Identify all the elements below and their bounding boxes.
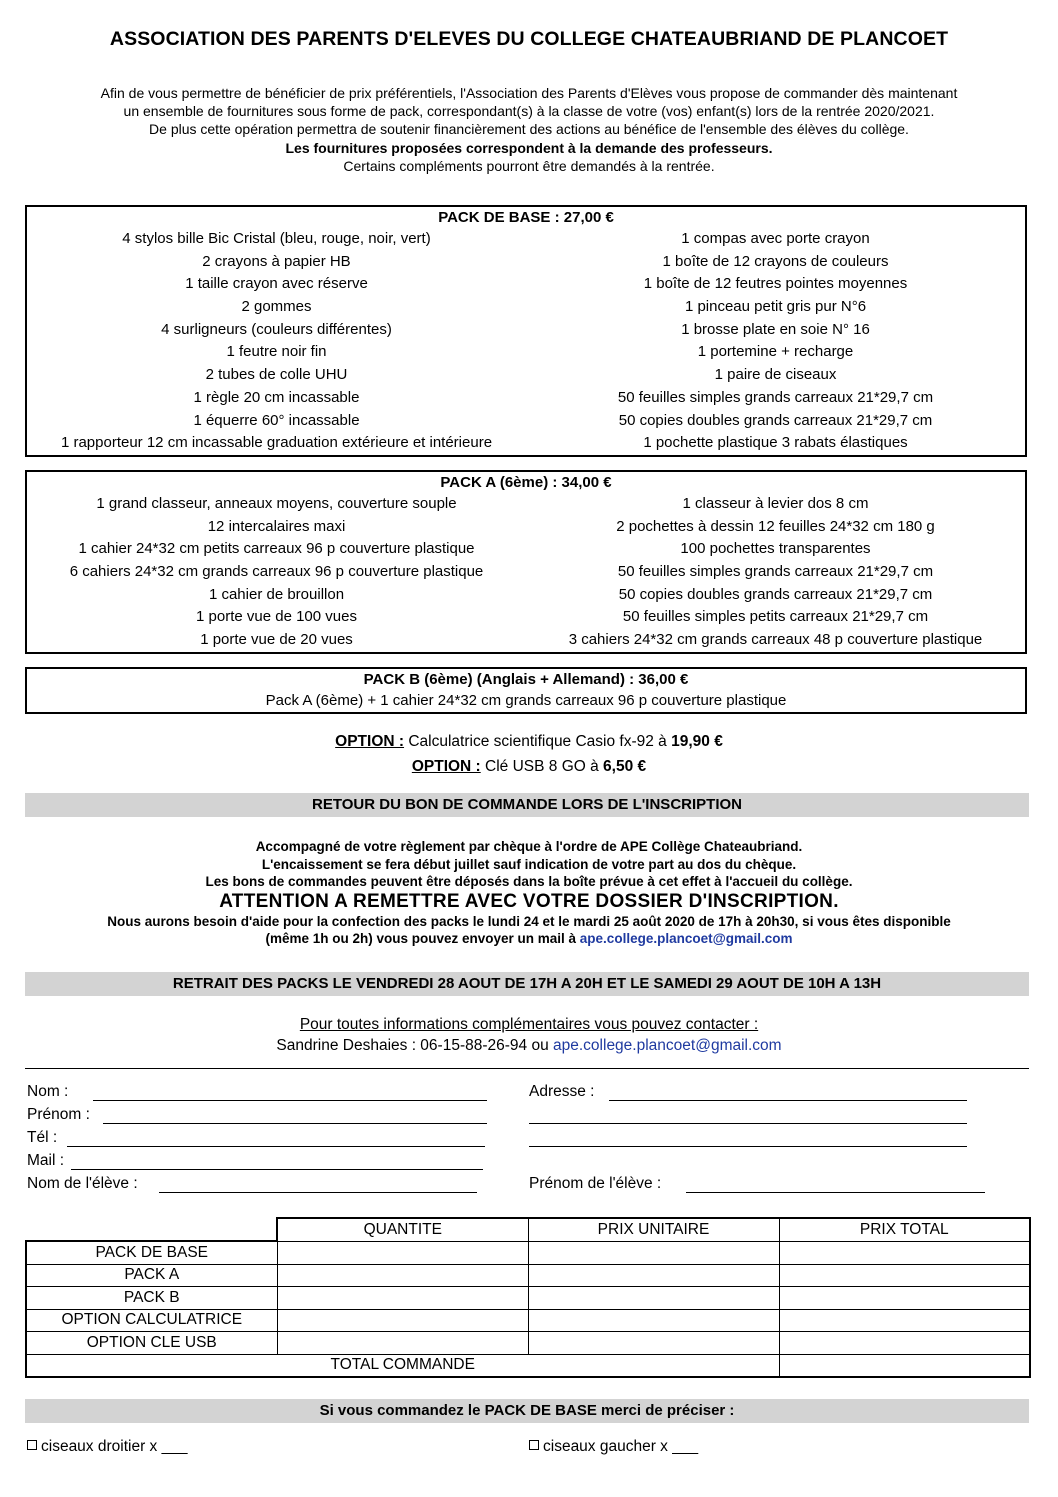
pack-item: 50 copies doubles grands carreaux 21*29,7 cm (618, 411, 933, 429)
field-tel-line[interactable] (67, 1146, 485, 1147)
field-mail-label: Mail : (27, 1152, 65, 1169)
contact-name: Sandrine Deshaies : 06-15-88-26-94 ou (276, 1037, 554, 1054)
pack-base-items (27, 228, 1025, 455)
field-mail-line[interactable] (71, 1169, 483, 1170)
table-row (26, 1309, 1030, 1332)
pack-item: 12 intercalaires maxi (207, 517, 346, 535)
pack-item: 1 feutre noir fin (226, 343, 327, 361)
band-precise: Si vous commandez le PACK DE BASE merci de préciser : (25, 1399, 1029, 1423)
retour-line-text: (même 1h ou 2h) vous pouvez envoyer un mail à (265, 931, 580, 946)
prix-total-cell[interactable] (779, 1309, 1030, 1332)
email-link[interactable]: ape.college.plancoet@gmail.com (579, 931, 793, 946)
quantite-cell[interactable] (277, 1309, 528, 1332)
pack-item: 1 classeur à levier dos 8 cm (682, 495, 869, 512)
pack-a-right-column (526, 493, 1025, 652)
pack-b-box (25, 667, 1027, 714)
contact-email-link[interactable]: ape.college.plancoet@gmail.com (553, 1037, 782, 1054)
pack-item: 2 tubes de colle UHU (205, 366, 348, 384)
contact-block (0, 1014, 1058, 1056)
pack-item: 50 feuilles simples grands carreaux 21*29,7 cm (617, 388, 934, 406)
pack-b-title: PACK B (6ème) (Anglais + Allemand) : 36,00 € (363, 671, 689, 688)
intro-line: un ensemble de fournitures sous forme de pack, correspondant(s) à la classe de votre (vos) enfant(s) lors de la rentrée 2020/2021. (123, 103, 935, 120)
order-table-header-row (26, 1218, 1030, 1241)
pack-item: 1 porte vue de 20 vues (200, 631, 353, 649)
option-label: OPTION : (335, 733, 405, 750)
pack-item: 2 crayons à papier HB (202, 252, 351, 270)
field-nom-line[interactable] (93, 1100, 487, 1101)
field-prenom-eleve-label: Prénom de l'élève : (529, 1175, 662, 1192)
retour-line: Les bons de commandes peuvent être déposés dans la boîte prévue à cet effet à l'accueil du collège. (205, 874, 853, 889)
pack-item: 50 feuilles simples grands carreaux 21*29,7 cm (617, 563, 934, 581)
checkbox-icon[interactable] (27, 1440, 37, 1450)
field-prenom-label: Prénom : (27, 1106, 90, 1123)
pack-item: 1 cahier 24*32 cm petits carreaux 96 p couverture plastique (78, 540, 475, 558)
ciseaux-droitier-label: ciseaux droitier x ___ (41, 1438, 188, 1455)
pack-item: 1 compas avec porte crayon (681, 230, 870, 247)
retour-line: L'encaissement se fera début juillet sauf indication de votre part au dos du chèque. (261, 856, 797, 872)
header-prix-unitaire: PRIX UNITAIRE (528, 1218, 779, 1241)
field-prenom-line[interactable] (103, 1123, 487, 1124)
pack-base-left-column (27, 228, 526, 455)
intro-line: De plus cette opération permettra de soutenir financièrement des actions au bénéfice de l'ensemble des élèves du collège. (149, 121, 909, 138)
field-tel-label: Tél : (27, 1129, 58, 1146)
retour-block (0, 838, 1058, 948)
option-label: OPTION : (411, 758, 481, 775)
row-label: PACK A (26, 1264, 277, 1287)
option-text: Calculatrice scientifique Casio fx-92 à (404, 733, 672, 750)
empty-cell (26, 1218, 277, 1241)
prix-unitaire-cell[interactable] (528, 1287, 779, 1310)
prix-total-cell[interactable] (779, 1332, 1030, 1355)
pack-item: 1 grand classeur, anneaux moyens, couverture souple (96, 495, 457, 512)
pack-item: 50 copies doubles grands carreaux 21*29,7 cm (618, 585, 933, 603)
checkbox-icon[interactable] (529, 1440, 539, 1450)
row-label: OPTION CLE USB (26, 1332, 277, 1355)
pack-base-right-column (526, 228, 1025, 455)
intro-line: Certains compléments pourront être demandés à la rentrée. (343, 157, 715, 174)
intro-line-bold: Les fournitures proposées correspondent à la demande des professeurs. (285, 139, 773, 156)
pack-item: 1 taille crayon avec réserve (185, 275, 368, 293)
quantite-cell[interactable] (277, 1287, 528, 1310)
row-label: OPTION CALCULATRICE (26, 1309, 277, 1332)
field-adresse-line-2[interactable] (529, 1123, 967, 1124)
total-value-cell[interactable] (779, 1354, 1030, 1377)
retour-line (0, 930, 1058, 948)
field-nom-eleve-label: Nom de l'élève : (27, 1175, 138, 1192)
table-row (26, 1287, 1030, 1310)
option-text: Clé USB 8 GO à (480, 758, 604, 775)
prix-unitaire-cell[interactable] (528, 1309, 779, 1332)
pack-item: 100 pochettes transparentes (680, 540, 871, 558)
pack-item: 1 paire de ciseaux (714, 366, 837, 384)
pack-item: 1 boîte de 12 crayons de couleurs (662, 252, 889, 270)
divider (25, 1068, 1029, 1069)
field-adresse-label: Adresse : (529, 1083, 595, 1100)
pack-item: 2 pochettes à dessin 12 feuilles 24*32 cm 180 g (616, 517, 935, 535)
pack-b-line: Pack A (6ème) + 1 cahier 24*32 cm grands carreaux 96 p couverture plastique (265, 692, 787, 709)
prix-unitaire-cell[interactable] (528, 1332, 779, 1355)
pack-item: 2 gommes (241, 298, 312, 316)
pack-a-items (27, 493, 1025, 652)
intro-paragraph (20, 84, 1038, 175)
document-title: ASSOCIATION DES PARENTS D'ELEVES DU COLLEGE CHATEAUBRIAND DE PLANCOET (109, 28, 949, 50)
retour-line: Accompagné de votre règlement par chèque à l'ordre de APE Collège Chateaubriand. (255, 839, 803, 854)
intro-line: Afin de vous permettre de bénéficier de prix préférentiels, l'Association des Parents d'Elèves vous propose de commander dès maintenant (100, 85, 958, 101)
pack-item: 1 rapporteur 12 cm incassable graduation extérieure et intérieure (60, 434, 493, 452)
option-price: 6,50 € (603, 758, 647, 775)
prix-total-cell[interactable] (779, 1264, 1030, 1287)
pack-item: 4 surligneurs (couleurs différentes) (161, 320, 392, 338)
pack-item: 1 pinceau petit gris pur N°6 (684, 298, 867, 316)
pack-item: 50 feuilles simples petits carreaux 21*29,7 cm (622, 608, 929, 626)
pack-item: 1 portemine + recharge (697, 343, 854, 361)
pack-a-left-column (27, 493, 526, 652)
pack-item: 1 pochette plastique 3 rabats élastiques (643, 434, 908, 452)
option-cle-usb (0, 758, 1058, 776)
order-table (25, 1217, 1031, 1378)
prix-unitaire-cell[interactable] (528, 1264, 779, 1287)
pack-item: 1 règle 20 cm incassable (193, 388, 360, 406)
header-prix-total: PRIX TOTAL (779, 1218, 1030, 1241)
pack-base-title: PACK DE BASE : 27,00 € (438, 209, 614, 226)
prix-total-cell[interactable] (779, 1287, 1030, 1310)
pack-item: 1 cahier de brouillon (208, 585, 345, 603)
ciseaux-gaucher-option[interactable] (529, 1438, 698, 1456)
pack-a-box (25, 470, 1027, 654)
total-label-cell (26, 1354, 779, 1377)
row-label: PACK B (26, 1287, 277, 1310)
pack-base-box (25, 205, 1027, 457)
retour-line: Nous aurons besoin d'aide pour la confection des packs le lundi 24 et le mardi 25 août 2020 de 17h à 20h30, si vous êtes disponible (107, 913, 951, 929)
ciseaux-gaucher-label: ciseaux gaucher x ___ (543, 1438, 699, 1455)
pack-item: 1 équerre 60° incassable (193, 411, 360, 429)
total-label: TOTAL COMMANDE (330, 1356, 475, 1374)
row-label: PACK DE BASE (26, 1241, 277, 1264)
quantite-cell[interactable] (277, 1241, 528, 1264)
table-row (26, 1332, 1030, 1355)
table-row (26, 1241, 1030, 1264)
pack-a-title: PACK A (6ème) : 34,00 € (440, 474, 612, 491)
field-nom-label: Nom : (27, 1083, 69, 1100)
field-nom-eleve-line[interactable] (159, 1192, 477, 1193)
ciseaux-droitier-option[interactable] (27, 1438, 187, 1456)
table-total-row (26, 1354, 1030, 1377)
quantite-cell[interactable] (277, 1332, 528, 1355)
pack-item: 4 stylos bille Bic Cristal (bleu, rouge, noir, vert) (122, 230, 431, 247)
pack-item: 1 brosse plate en soie N° 16 (681, 320, 870, 338)
prix-unitaire-cell[interactable] (528, 1241, 779, 1264)
retour-warning: ATTENTION A REMETTRE AVEC VOTRE DOSSIER D'INSCRIPTION. (219, 890, 839, 912)
field-adresse-line[interactable] (609, 1100, 967, 1101)
pack-item: 1 porte vue de 100 vues (196, 608, 357, 626)
header-quantite: QUANTITE (277, 1218, 528, 1241)
pack-item: 3 cahiers 24*32 cm grands carreaux 48 p couverture plastique (568, 631, 983, 649)
field-adresse-line-3[interactable] (529, 1146, 967, 1147)
field-prenom-eleve-line[interactable] (686, 1192, 985, 1193)
option-price: 19,90 € (671, 733, 723, 750)
contact-heading: Pour toutes informations complémentaires vous pouvez contacter : (299, 1016, 759, 1033)
pack-item: 6 cahiers 24*32 cm grands carreaux 96 p couverture plastique (69, 563, 484, 581)
pack-item: 1 boîte de 12 feutres pointes moyennes (643, 275, 908, 293)
prix-total-cell[interactable] (779, 1241, 1030, 1264)
band-retour: RETOUR DU BON DE COMMANDE LORS DE L'INSCRIPTION (25, 793, 1029, 817)
band-retrait: RETRAIT DES PACKS LE VENDREDI 28 AOUT DE 17H A 20H ET LE SAMEDI 29 AOUT DE 10H A 13H (25, 972, 1029, 996)
option-calculatrice (0, 733, 1058, 751)
quantite-cell[interactable] (277, 1264, 528, 1287)
table-row (26, 1264, 1030, 1287)
